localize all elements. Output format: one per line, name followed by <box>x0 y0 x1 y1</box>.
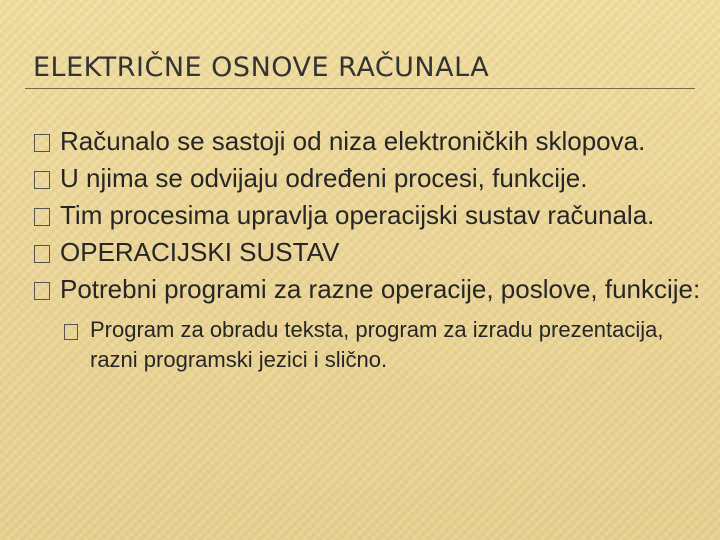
bullet-text: Potrebni programi za razne operacije, poslove, funkcije: <box>60 274 701 304</box>
square-bullet-icon <box>34 208 50 226</box>
bullet-list <box>34 123 714 375</box>
square-bullet-icon <box>34 134 50 152</box>
bullet-item <box>34 160 714 197</box>
square-bullet-icon <box>34 171 50 189</box>
title-divider <box>25 88 695 89</box>
square-bullet-icon <box>64 324 78 340</box>
bullet-item <box>34 234 714 271</box>
bullet-text: Tim procesima upravlja operacijski sustav računala. <box>60 200 655 230</box>
slide-title: ELEKTRIČNE OSNOVE RAČUNALA <box>33 52 490 83</box>
bullet-item <box>34 271 714 308</box>
bullet-item <box>34 197 714 234</box>
square-bullet-icon <box>34 245 50 263</box>
bullet-text: OPERACIJSKI SUSTAV <box>60 237 340 267</box>
sub-bullet-text: Program za obradu teksta, program za izradu prezentacija, razni programski jezici i slično. <box>90 317 664 372</box>
square-bullet-icon <box>34 282 50 300</box>
sub-bullet-item <box>34 315 714 375</box>
bullet-text: U njima se odvijaju određeni procesi, funkcije. <box>60 163 588 193</box>
bullet-text: Računalo se sastoji od niza elektroničkih sklopova. <box>60 126 646 156</box>
bullet-item <box>34 123 714 160</box>
